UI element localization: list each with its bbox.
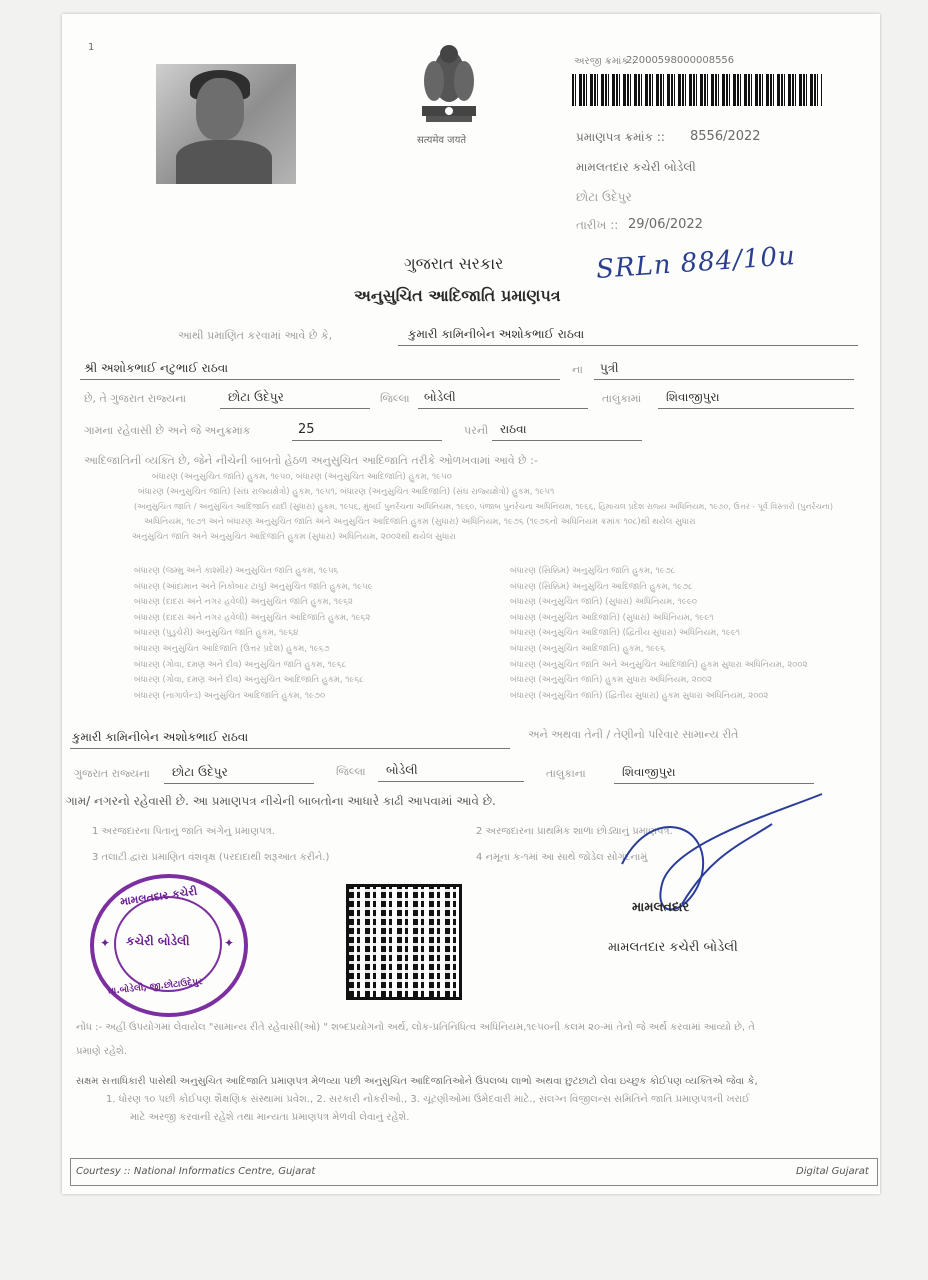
tribe-text: આદિજાતિની વ્યક્તિ છે, જેને નીચેની બાબતો હેઠળ અનુસુચિત આદિજાતિ તરીકે ઓળખવામાં આવે છે :-	[84, 454, 538, 467]
government-title: ગુજરાત સરકાર	[404, 254, 504, 273]
barcode	[572, 74, 822, 106]
emblem-motto: सत्यमेव जयते	[417, 135, 467, 146]
document-item: 4 નમૂના ક-૧માં આ સાથે જોડેલ સોગંદનામું	[476, 852, 648, 863]
legal-ref: અધિનિયમ, ૧૯૭૧ અને બંધારણ અનુસુચિત જાતિ અને અનુસુચિત આદિજાતિ હુકમ (સુધારા) અધિનિયમ, ૧૯૭૬ (૧૯૭૬નો અધિનિયમ ક્રમાંક ૧૦૮)થી થયેલ સુધારા	[144, 517, 696, 527]
signatory-designation: મામલતદાર	[632, 900, 690, 915]
date-label: તારીખ ::	[576, 218, 619, 232]
certificate-page	[62, 14, 880, 1194]
list-item: બંધારણ (સિક્કિમ) અનુસુચિત જાતિ હુકમ, ૧૯૭૮	[510, 566, 676, 576]
stamp-bottom-text: તા.બોડેલી, જી.છોટાઉદેપુર	[107, 977, 204, 997]
note-line: પ્રમાણે રહેશે.	[76, 1046, 128, 1057]
issue-date: 29/06/2022	[628, 217, 703, 232]
orders-right-list	[510, 564, 850, 704]
list-item: બંધારણ (દાદરા અને નગર હવેલી) અનુસુચિત આદિજાતિ હુકમ, ૧૯૬૨	[134, 612, 371, 623]
handwritten-note: SRLn 884/10u	[595, 241, 797, 285]
list-item: બંધારણ (અનુસુચિત આદિજાતિ) (દ્વિતીય સુધારા) અધિનિયમ, ૧૯૯૧	[510, 628, 741, 639]
applicant-photo	[156, 64, 296, 184]
official-stamp	[90, 874, 248, 1017]
caste-value: રાઠવા	[500, 422, 527, 436]
family-text: અને અથવા તેની / તેણીનો પરિવાર સામાન્ય રીતે	[528, 728, 739, 741]
taluka-value: બોડેલી	[424, 390, 456, 404]
of-text: ના	[572, 363, 583, 376]
list-item: બંધારણ (સિક્કિમ) અનુસુચિત આદિજાતિ હુકમ, ૧૯૭૮	[510, 581, 693, 592]
district-value-2: છોટા ઉદેપુર	[172, 765, 228, 779]
legal-ref: અનુસુચિત જાતિ અને અનુસુચિત આદિજાતિ હુકમ (સુધારા) અધિનિયમ, ૨૦૦૨થી થયેલ સુધારા	[132, 532, 456, 542]
legal-ref: (અનુસુચિત જાતિ / અનુસુચિત આદિજાતિ યાદી (સુધારા) હુકમ, ૧૯૫૬, મુંબઈ પુનર્રચના અધિનિયમ, ૧૯૬૦, પંજાબ પુનર્રચના અધિનિયમ, ૧૯૬૬, હિમાચલ પ્રદેશ રાજ્ય અધિનિયમ, ૧૯૭૦, ઉત્તર - પૂર્વ વિસ્તારો (પુનર્રચના)	[134, 502, 833, 511]
list-item: બંધારણ (નાગાલેન્ડ) અનુસુચિત આદિજાતિ હુકમ, ૧૯૭૦	[134, 690, 326, 701]
serial-no: 25	[298, 422, 315, 437]
relation: પુત્રી	[600, 361, 619, 375]
footer-courtesy: Courtesy :: National Informatics Centre, Gujarat	[76, 1166, 316, 1177]
state-emblem-icon	[416, 36, 482, 146]
resident-text: ગામના રહેવાસી છે અને જે અનુક્રમાંક	[84, 424, 251, 437]
list-item: બંધારણ (અનુસુચિત જાતિ) હુકમ સુધારા અધિનિયમ, ૨૦૦૨	[510, 675, 712, 686]
list-item: બંધારણ (અનુસુચિત જાતિ) (દ્વિતીય સુધારા) હુકમ સુધારા અધિનિયમ, ૨૦૦૨	[510, 690, 769, 701]
application-no: 22000598000008556	[626, 55, 735, 66]
list-item: બંધારણ (અનુસુચિત જાતિ) (સુધારા) અધિનિયમ, ૧૯૯૦	[510, 597, 697, 608]
list-item: બંધારણ (આંદામાન અને નિકોબાર ટાપુ) અનુસુચિત જાતિ હુકમ, ૧૯૫૯	[134, 581, 373, 592]
legal-ref: બંધારણ (અનુસુચિત જાતિ) (સંઘ રાજ્યક્ષેત્રો) હુકમ, ૧૯૫૧, બંધારણ (અનુસુચિત આદિજાતિ) (સંઘ રાજ્યક્ષેત્રો) હુકમ, ૧૯૫૧	[138, 487, 555, 497]
caste-label: પરની	[464, 424, 489, 437]
applicant-name: કુમારી કામિનીબેન અશોકભાઈ રાઠવા	[408, 327, 585, 341]
father-name: શ્રી અશોકભાઈ નટુભાઈ રાઠવા	[84, 361, 229, 375]
taluka-value-2: બોડેલી	[386, 763, 418, 777]
issuing-office: મામલતદાર કચેરી બોડેલી	[576, 160, 696, 174]
document-item: 2 અરજદારના પ્રાથમિક શાળા છોડ્યાનું પ્રમાણપત્ર.	[476, 826, 673, 837]
footer-brand: Digital Gujarat	[796, 1166, 869, 1177]
state-text: છે, તે ગુજરાત રાજ્યના	[84, 392, 187, 405]
signatory-office: મામલતદાર કચેરી બોડેલી	[608, 940, 738, 955]
certify-text: આથી પ્રમાણિત કરવામાં આવે છે કે,	[178, 329, 333, 342]
legal-ref: બંધારણ (અનુસુચિત જાતિ) હુકમ, ૧૯૫૦, બંધારણ (અનુસુચિત આદિજાતિ) હુકમ, ૧૯૫૦	[152, 472, 452, 482]
page-mark: 1	[88, 42, 95, 53]
applicant-name-2: કુમારી કામિનીબેન અશોકભાઈ રાઠવા	[72, 730, 249, 744]
item-line: માટે અરજી કરવાની રહેશે તથા માન્યતા પ્રમાણપત્ર મેળવી લેવાનું રહેશે.	[130, 1112, 410, 1123]
list-item: બંધારણ અનુસુચિત આદિજાતિ (ઉત્તર પ્રદેશ) હુકમ, ૧૯૬૭	[134, 643, 330, 654]
document-item: 1 અરજદારના પિતાનું જાતિ અંગેનું પ્રમાણપત્ર.	[92, 826, 275, 837]
district-label: જિલ્લા	[380, 392, 410, 405]
village-value-2: શિવાજીપુરા	[622, 765, 676, 779]
village-value: શિવાજીપુરા	[666, 390, 720, 404]
list-item: બંધારણ (દાદરા અને નગર હવેલી) અનુસુચિત જાતિ હુકમ, ૧૯૬૨	[134, 597, 353, 608]
district-value: છોટા ઉદેપુર	[228, 390, 284, 404]
stamp-star-icon: ✦	[100, 936, 111, 950]
list-item: બંધારણ (પુડુચેરી) અનુસુચિત જાતિ હુકમ, ૧૯૬૪	[134, 628, 299, 639]
certificate-no: 8556/2022	[690, 129, 761, 144]
stamp-center-text: કચેરી બોડેલી	[126, 934, 190, 948]
issuing-district: છોટા ઉદેપુર	[576, 190, 632, 204]
state-text-2: ગુજરાત રાજ્યના	[74, 767, 150, 780]
certificate-no-label: પ્રમાણપત્ર ક્રમાંક ::	[576, 130, 665, 144]
qr-code	[346, 884, 462, 1000]
signature-mark	[592, 784, 832, 934]
note-line: નોંધ :- અહીં ઉપયોગમાં લેવાયેલ "સામાન્ય રીતે રહેવાસી(ઓ) " શબ્દપ્રયોગનો અર્થ, લોક-પ્રતિનિધિત્વ અધિનિયમ,૧૯૫૦ની કલમ ૨૦-માં તેનો જે અર્થ કરવામાં આવ્યો છે, તે	[76, 1022, 755, 1033]
document-item: 3 તલાટી દ્વારા પ્રમાણિત વંશવૃક્ષ (પરદાદાથી શરૂઆત કરીને.)	[92, 852, 330, 863]
stamp-star-icon: ✦	[224, 936, 235, 950]
taluka-label: તાલુકામાં	[602, 392, 642, 405]
district-label-2: જિલ્લા	[336, 765, 366, 778]
list-item: બંધારણ (ગોવા, દમણ અને દીવ) અનુસુચિત આદિજાતિ હુકમ, ૧૯૬૮	[134, 675, 364, 686]
list-item: બંધારણ (અનુસુચિત જાતિ અને અનુસુચિત આદિજાતિ) હુકમ સુધારા અધિનિયમ, ૨૦૦૨	[510, 659, 808, 670]
item-line: 1. ધોરણ ૧૦ પછી કોઈપણ શૈક્ષણિક સંસ્થામાં પ્રવેશ., 2. સરકારી નોકરીઓ., 3. ચૂંટણીઓમાં ઉમેદવારી માટે., સંલગ્ન વિજીલન્સ સમિતિને જાતિ પ્રમાણપત્રની ખરાઈ	[106, 1094, 750, 1105]
list-item: બંધારણ (જમ્મુ અને કાશ્મીર) અનુસુચિત જાતિ હુકમ, ૧૯૫૬	[134, 566, 339, 576]
stamp-top-text: મામલતદાર કચેરી	[119, 884, 199, 909]
competent-line: સક્ષમ સત્તાધિકારી પાસેથી અનુસુચિત આદિજાતિ પ્રમાણપત્ર મેળવ્યા પછી અનુસુચિત આદિજાતિઓને ઉપલબ્ધ લાભો અથવા છુટછાટો લેવા ઇચ્છુક કોઈપણ વ્યક્તિએ જેવા કે,	[76, 1076, 758, 1087]
application-no-label: અરજી ક્રમાંક :	[574, 56, 635, 67]
orders-left-list	[134, 564, 474, 704]
list-item: બંધારણ (અનુસુચિત આદિજાતિ) હુકમ, ૧૯૯૬	[510, 643, 666, 654]
basis-text: ગામ/ નગરનો રહેવાસી છે. આ પ્રમાણપત્ર નીચેની બાબતોના આધારે કાઢી આપવામાં આવે છે.	[66, 794, 496, 808]
taluka-label-2: તાલુકાના	[546, 767, 586, 780]
certificate-title: અનુસુચિત આદિજાતિ પ્રમાણપત્ર	[354, 286, 561, 305]
list-item: બંધારણ (અનુસુચિત આદિજાતિ) (સુધારા) અધિનિયમ, ૧૯૯૧	[510, 612, 714, 623]
list-item: બંધારણ (ગોવા, દમણ અને દીવ) અનુસુચિત જાતિ હુકમ, ૧૯૬૮	[134, 659, 347, 670]
